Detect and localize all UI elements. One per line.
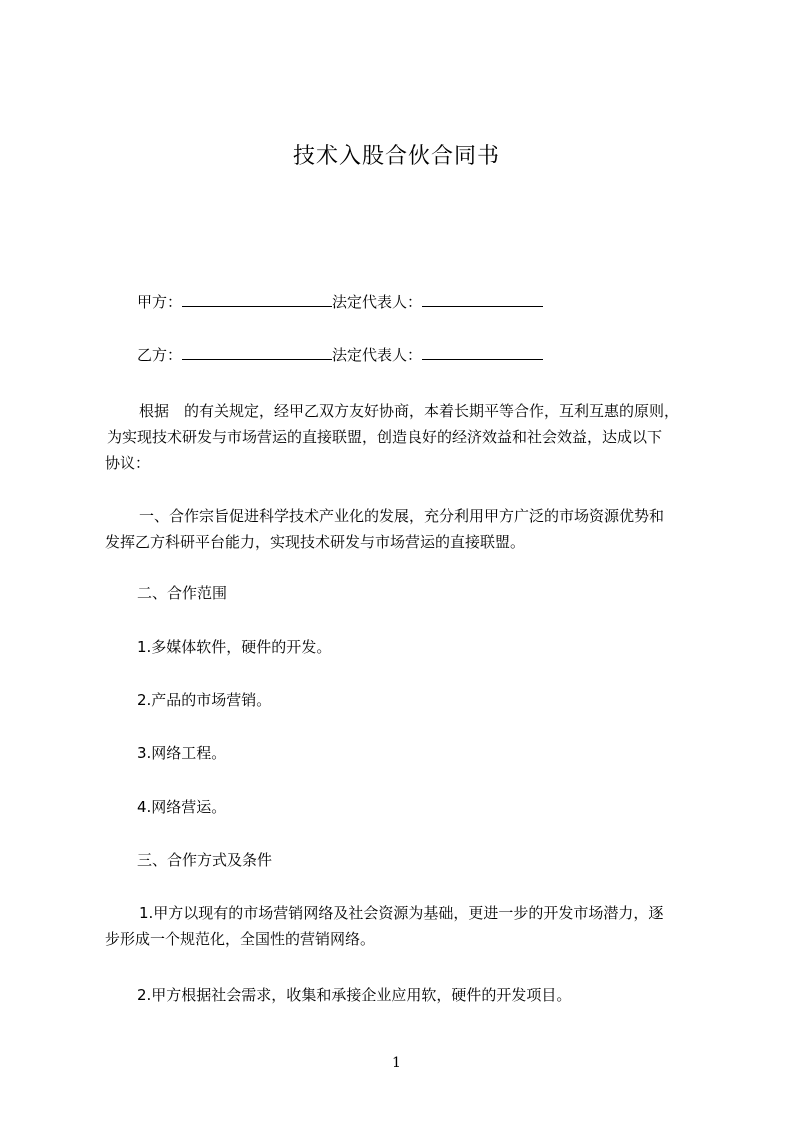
section-3-item-1-line-1: 1.甲方以现有的市场营销网络及社会资源为基础，更进一步的开发市场潜力，逐 bbox=[139, 904, 664, 922]
section-2-item-1: 1.多媒体软件，硬件的开发。 bbox=[137, 638, 332, 656]
intro-paragraph bbox=[105, 398, 705, 476]
party-a-name-blank bbox=[182, 292, 332, 307]
section-3-item-1 bbox=[105, 900, 705, 952]
document-title: 技术入股合伙合同书 bbox=[292, 144, 500, 169]
party-b-rep-blank bbox=[422, 345, 543, 360]
party-a-line bbox=[137, 292, 543, 311]
party-a-label: 甲方： bbox=[137, 293, 183, 311]
section-2-item-2: 2.产品的市场营销。 bbox=[137, 691, 272, 709]
intro-line-1: 根据 的有关规定，经甲乙双方友好协商，本着长期平等合作，互利互惠的原则， bbox=[139, 402, 680, 420]
section-2-heading: 二、合作范围 bbox=[137, 584, 228, 602]
party-b-rep-label: 法定代表人： bbox=[332, 346, 423, 364]
page-number: 1 bbox=[392, 1055, 401, 1071]
intro-line-2: 为实现技术研发与市场营运的直接联盟，创造良好的经济效益和社会效益，达成以下 bbox=[107, 428, 663, 446]
section-3-item-2: 2.甲方根据社会需求，收集和承接企业应用软，硬件的开发项目。 bbox=[137, 986, 572, 1004]
section-3-item-1-line-2: 步形成一个规范化，全国性的营销网络。 bbox=[105, 930, 376, 948]
party-b-name-blank bbox=[182, 345, 332, 360]
section-1-line-2: 发挥乙方科研平台能力，实现技术研发与市场营运的直接联盟。 bbox=[105, 533, 526, 551]
party-a-rep-label: 法定代表人： bbox=[332, 293, 423, 311]
intro-line-3: 协议： bbox=[105, 454, 151, 472]
section-3-heading: 三、合作方式及条件 bbox=[137, 851, 273, 869]
section-1-paragraph bbox=[105, 503, 705, 555]
section-2-item-4: 4.网络营运。 bbox=[137, 798, 227, 816]
section-1-line-1: 一、合作宗旨促进科学技术产业化的发展，充分利用甲方广泛的市场资源优势和 bbox=[139, 507, 665, 525]
party-b-label: 乙方： bbox=[137, 346, 183, 364]
section-2-item-3: 3.网络工程。 bbox=[137, 744, 227, 762]
party-b-line bbox=[137, 345, 543, 364]
party-a-rep-blank bbox=[422, 292, 543, 307]
